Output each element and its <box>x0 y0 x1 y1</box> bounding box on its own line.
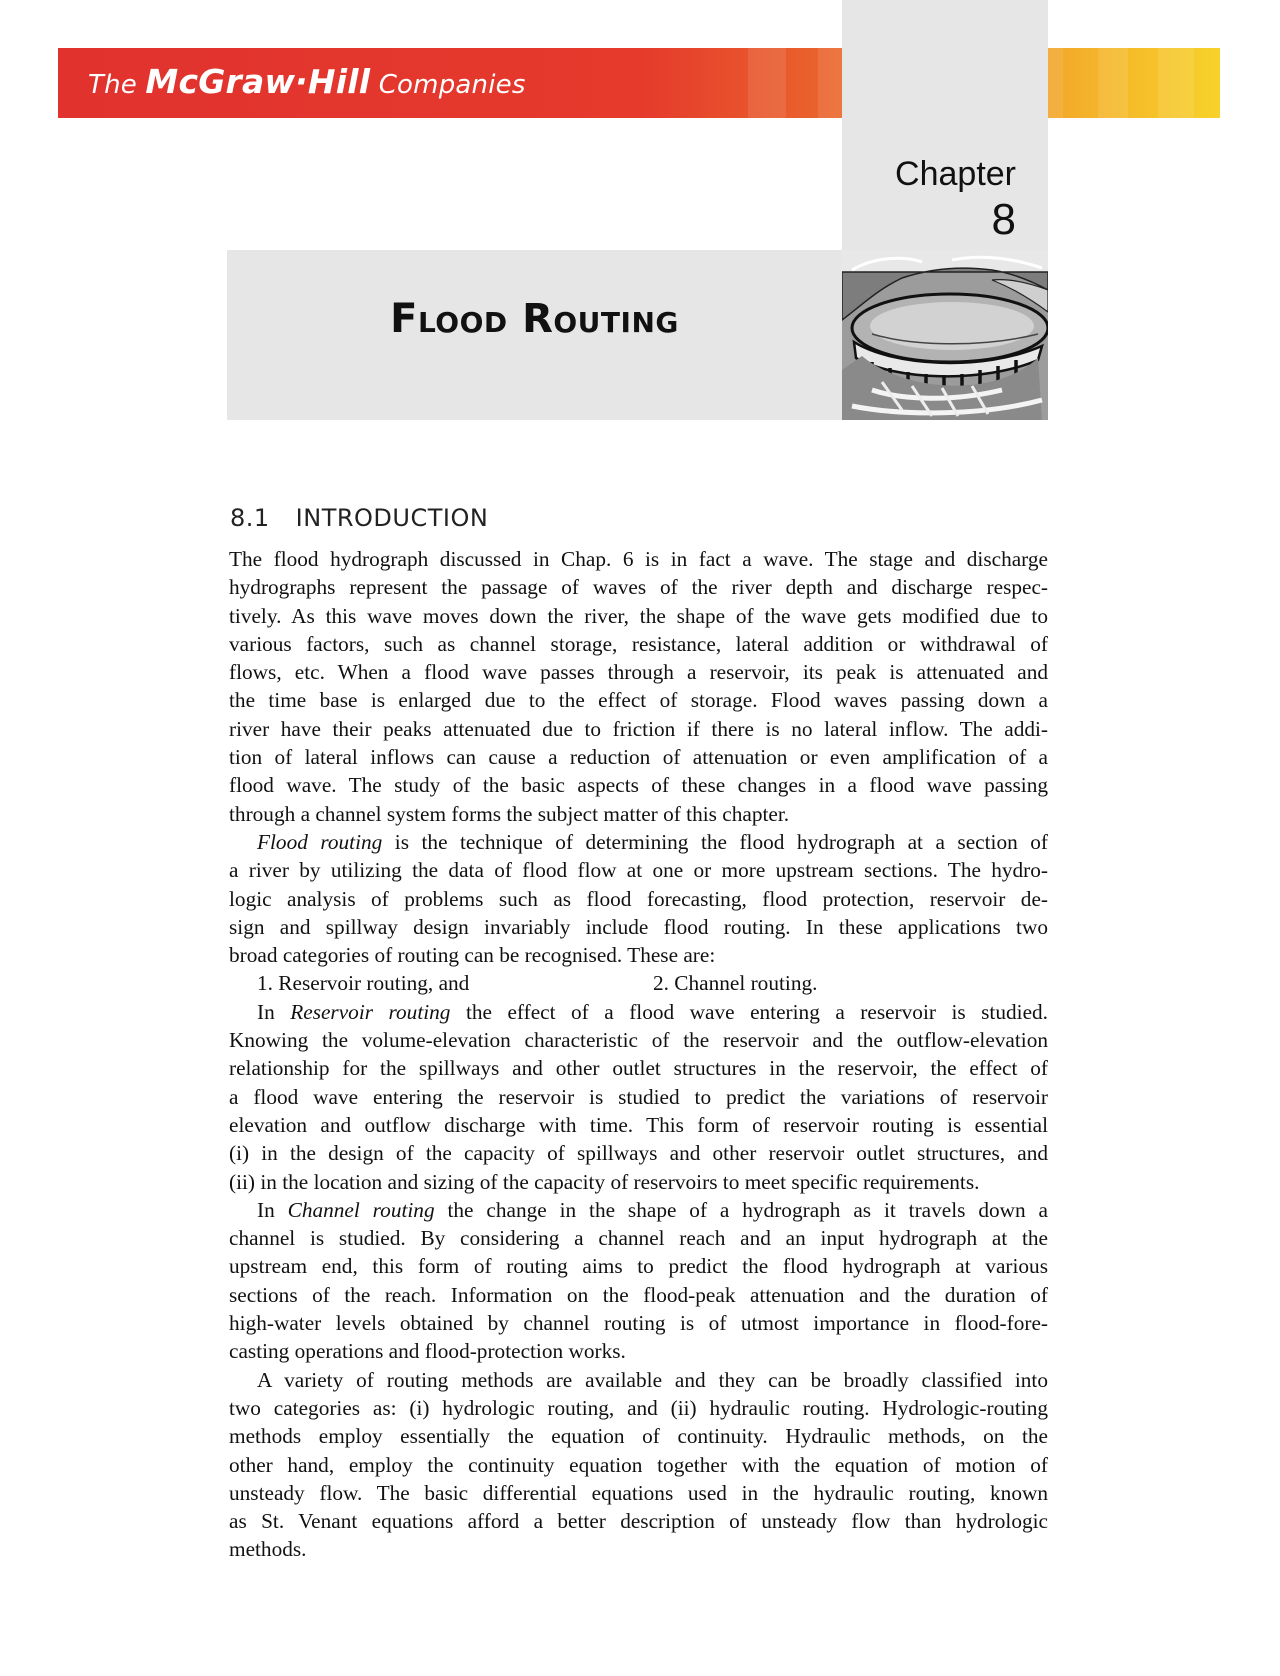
text-line: the time base is enlarged due to the effect of storage. Flood waves passing down a <box>229 688 1048 713</box>
chapter-number: 8 <box>991 195 1016 244</box>
text-line: channel is studied. By considering a channel reach and an input hydrograph at the <box>229 1226 1048 1251</box>
body-text <box>229 545 1048 1564</box>
text-line: logic analysis of problems such as flood forecasting, flood protection, reservoir de- <box>229 886 1048 911</box>
text-line: Knowing the volume-elevation characteristic of the reservoir and the outflow-elevation <box>229 1028 1048 1053</box>
text-line: Flood routing is the technique of determining the flood hydrograph at a section of <box>257 829 1048 854</box>
text-line: tively. As this wave moves down the river, the shape of the wave gets modified due to <box>229 603 1048 628</box>
text-line: sections of the reach. Information on the flood-peak attenuation and the duration of <box>229 1282 1048 1307</box>
text-line: high-water levels obtained by channel routing is of utmost importance in flood-fore- <box>229 1311 1048 1336</box>
text-line: relationship for the spillways and other outlet structures in the reservoir, the effect of <box>229 1056 1048 1081</box>
text-line: flood wave. The study of the basic aspects of these changes in a flood wave passing <box>229 773 1048 798</box>
section-title: INTRODUCTION <box>295 504 489 532</box>
list-item: 2. Channel routing. <box>653 971 818 996</box>
chapter-label: Chapter <box>895 155 1016 193</box>
reservoir-dam-illustration <box>842 250 1048 420</box>
text-line: tion of lateral inflows can cause a reduction of attenuation or even amplification of a <box>229 745 1048 770</box>
text-line: hydrographs represent the passage of waves of the river depth and discharge respec- <box>229 575 1048 600</box>
text-line: through a channel system forms the subject matter of this chapter. <box>229 801 790 826</box>
text-line: The flood hydrograph discussed in Chap. 6 is in fact a wave. The stage and discharge <box>229 547 1048 571</box>
text-line: In Reservoir routing the effect of a flood wave entering a reservoir is studied. <box>257 999 1048 1024</box>
text-line: (ii) in the location and sizing of the capacity of reservoirs to meet specific requirements. <box>229 1169 980 1194</box>
routing-category-list <box>229 969 1048 997</box>
text-line: flows, etc. When a flood wave passes through a reservoir, its peak is attenuated and <box>229 660 1048 685</box>
text-line: upstream end, this form of routing aims to predict the flood hydrograph at various <box>229 1254 1048 1279</box>
text-line: a flood wave entering the reservoir is studied to predict the variations of reservoir <box>229 1084 1048 1109</box>
text-line: as St. Venant equations afford a better description of unsteady flow than hydrologic <box>229 1509 1048 1534</box>
section-number: 8.1 <box>230 504 270 532</box>
text-line: methods. <box>229 1537 307 1562</box>
text-line: casting operations and flood-protection works. <box>229 1339 626 1364</box>
chapter-title: Flood Routing <box>390 296 679 342</box>
text-line: methods employ essentially the equation of continuity. Hydraulic methods, on the <box>229 1424 1048 1449</box>
text-line: sign and spillway design invariably include flood routing. In these applications two <box>229 914 1048 939</box>
chapter-title-block <box>227 250 842 420</box>
text-line: A variety of routing methods are available and they can be broadly classified into <box>257 1367 1048 1392</box>
text-line: river have their peaks attenuated due to friction if there is no lateral inflow. The addi- <box>229 716 1048 741</box>
term-flood-routing: Flood routing <box>257 829 383 854</box>
text-line: (i) in the design of the capacity of spillways and other reservoir outlet structures, and <box>229 1141 1048 1166</box>
text-line: unsteady flow. The basic differential equations used in the hydraulic routing, known <box>229 1480 1048 1505</box>
text-line: broad categories of routing can be recognised. These are: <box>229 943 716 968</box>
text-line: various factors, such as channel storage, resistance, lateral addition or withdrawal of <box>229 631 1048 656</box>
text-line: other hand, employ the continuity equation together with the equation of motion of <box>229 1452 1048 1477</box>
text-line: a river by utilizing the data of flood flow at one or more upstream sections. The hydro- <box>229 858 1048 883</box>
text-line: two categories as: (i) hydrologic routing, and (ii) hydraulic routing. Hydrologic-routing <box>229 1395 1048 1420</box>
term-reservoir-routing: Reservoir routing <box>290 999 451 1024</box>
text-line: elevation and outflow discharge with time. This form of reservoir routing is essential <box>229 1112 1048 1137</box>
section-heading <box>230 504 488 532</box>
chapter-tab <box>842 0 1048 250</box>
list-item: 1. Reservoir routing, and <box>257 971 470 996</box>
text-line: In Channel routing the change in the shape of a hydrograph as it travels down a <box>257 1197 1048 1222</box>
publisher-logo: The McGraw·Hill Companies <box>88 62 526 101</box>
term-channel-routing: Channel routing <box>287 1197 435 1222</box>
